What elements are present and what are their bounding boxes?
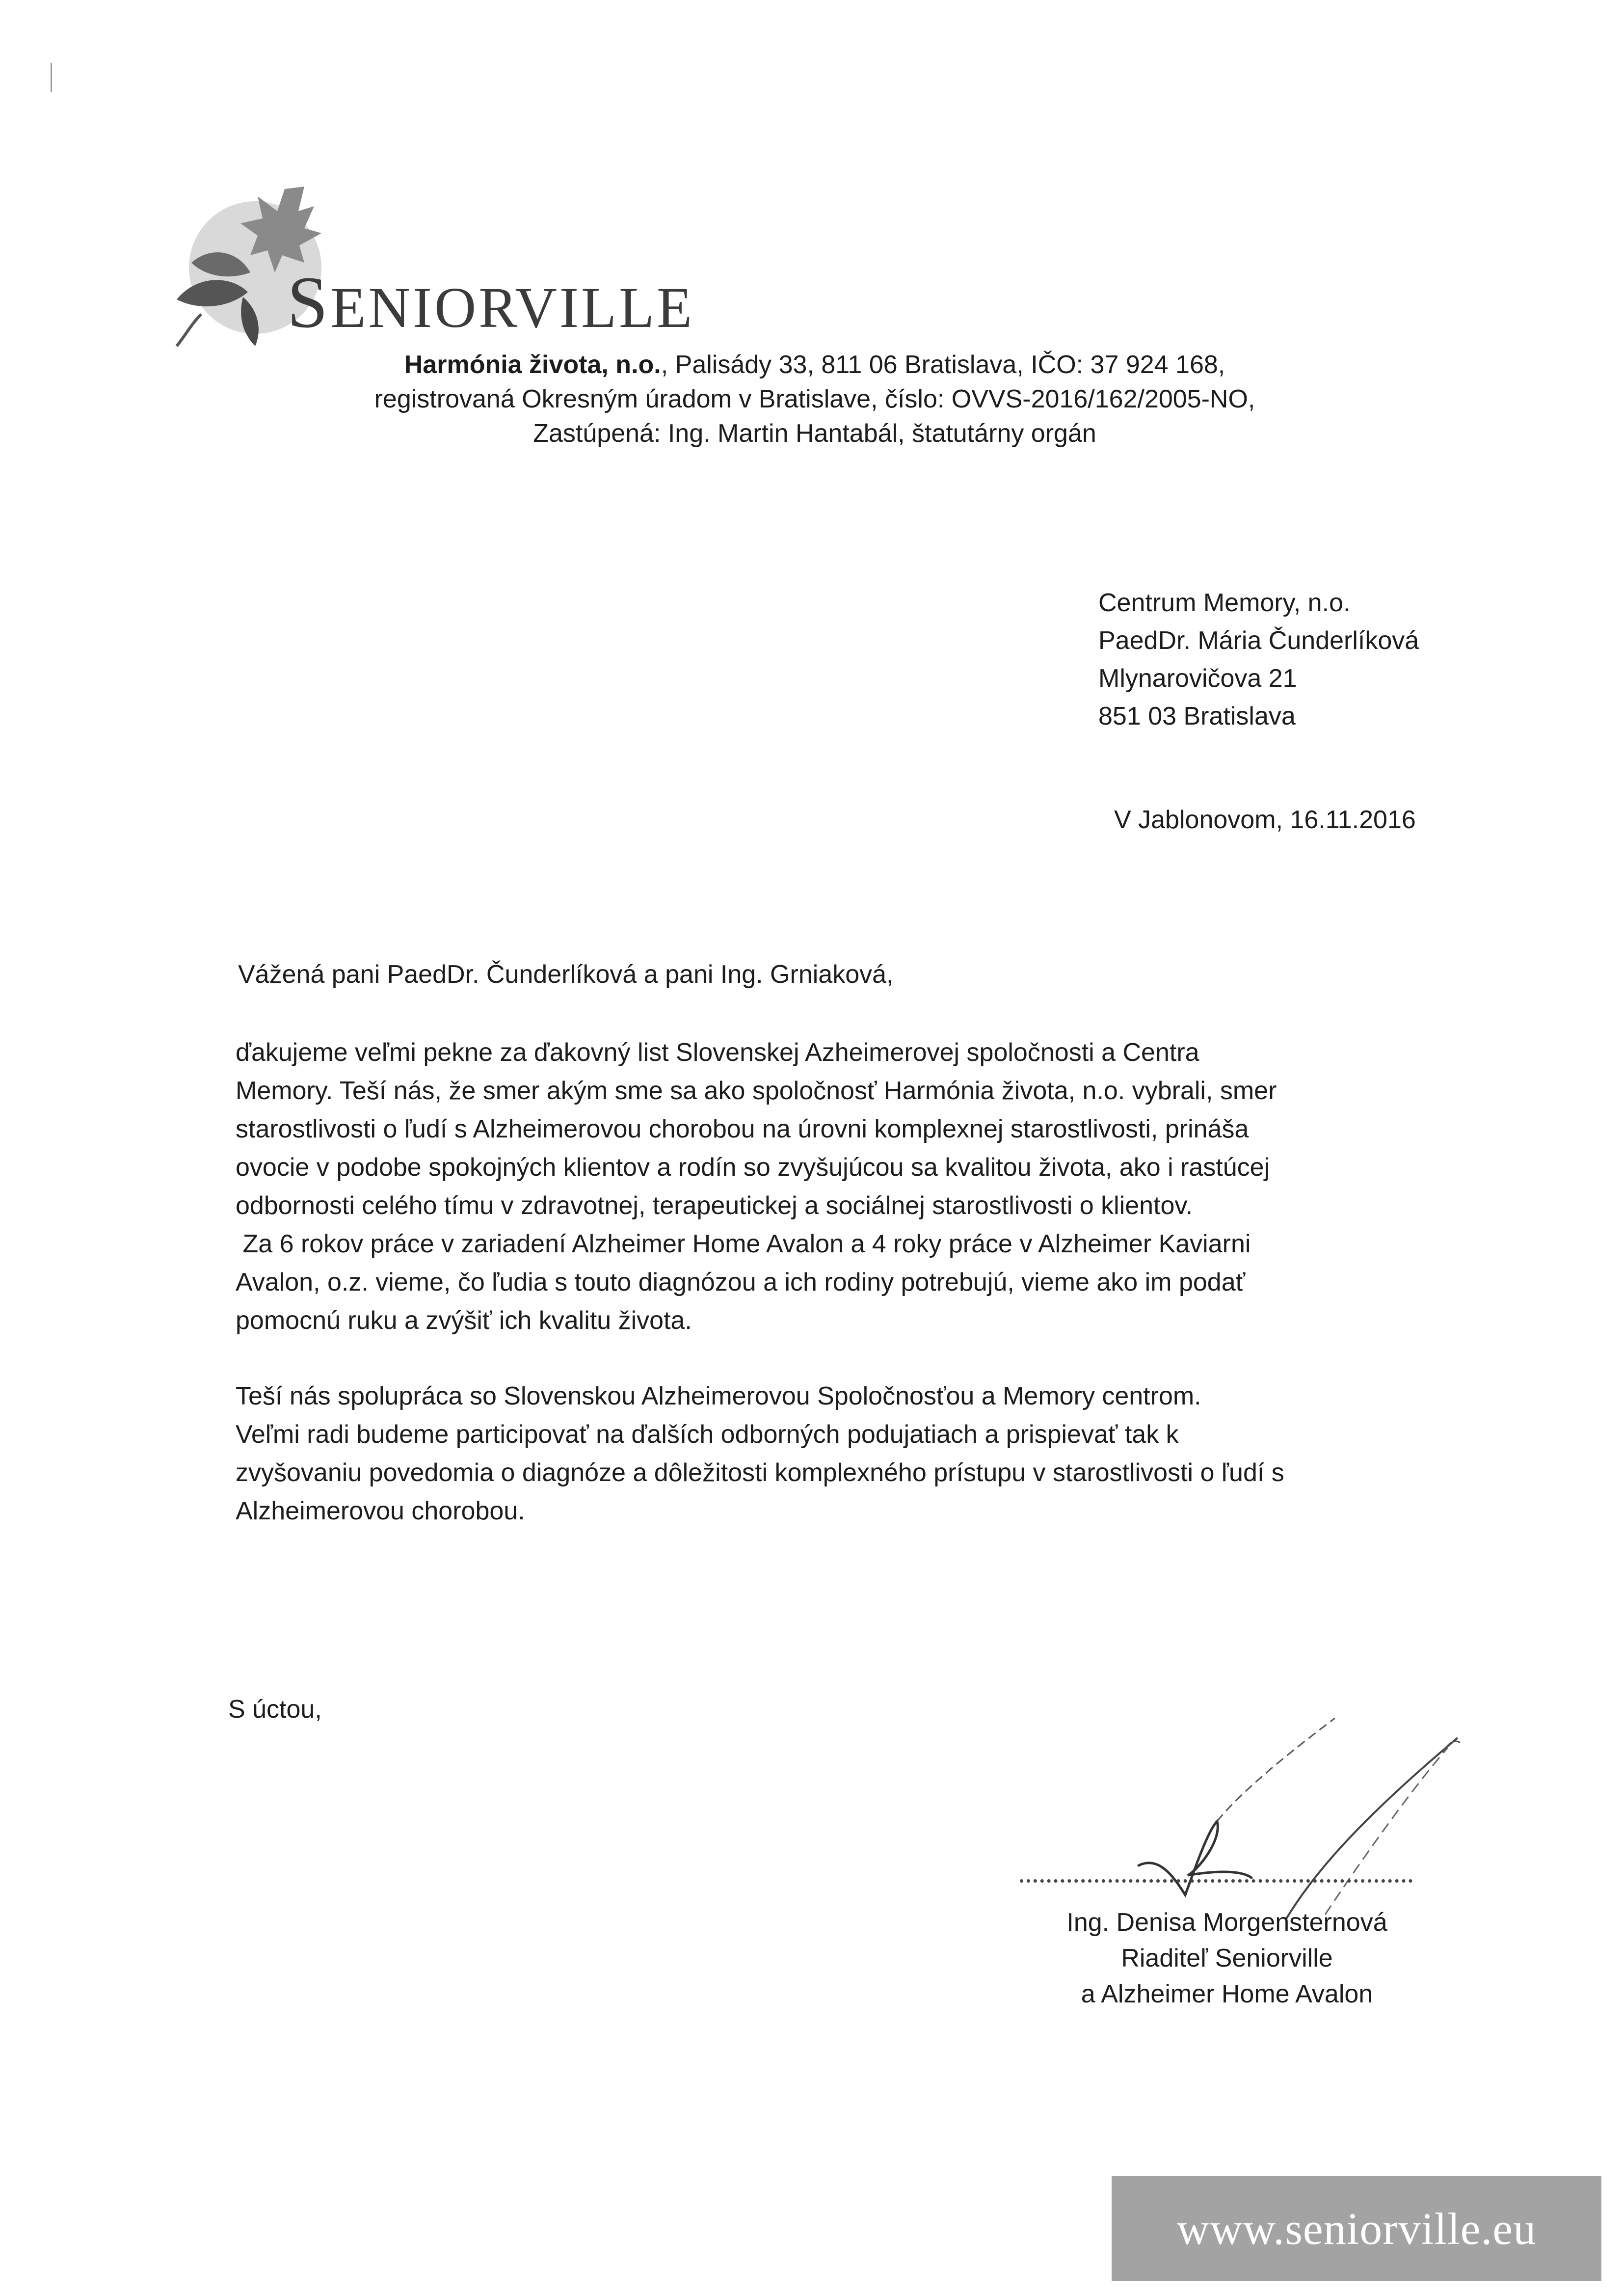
paragraph-line: odbornosti celého tímu v zdravotnej, terapeutickej a sociálnej starostlivosti o klientov. [236,1191,1193,1220]
body-paragraph-1 [236,1033,1277,1340]
footer-website: www.seniorville.eu [1176,2203,1537,2254]
paragraph-line: Memory. Teší nás, že smer akým sme sa ako spoločnosť Harmónia života, n.o. vybrali, smer [236,1077,1277,1105]
org-representative: Zastúpená: Ing. Martin Hantabál, štatutárny orgán [533,419,1096,448]
paragraph-line: ovocie v podobe spokojných klientov a rodín so zvyšujúcou sa kvalitou života, ako i rastúcej [236,1153,1270,1182]
body-paragraph-2 [236,1377,1284,1530]
letter-date: V Jablonovom, 16.11.2016 [1114,806,1416,834]
org-header [324,348,1305,451]
paragraph-line: pomocnú ruku a zvýšiť ich kvalitu života. [236,1306,692,1335]
scan-mark [51,63,52,92]
signature-line [1020,1879,1412,1883]
logo-rest-letters: ENIORVILLE [330,275,695,340]
recipient-address [1098,584,1419,735]
paragraph-line: zvyšovaniu povedomia o diagnóze a dôležitosti komplexného prístupu v starostlivosti o ľudí s [236,1459,1284,1487]
salutation: Vážená pani PaedDr. Čunderlíková a pani Ing. Grniaková, [238,960,894,989]
paragraph-line: ďakujeme veľmi pekne za ďakovný list Slovenskej Azheimerovej spoločnosti a Centra [236,1038,1199,1067]
paragraph-line: Avalon, o.z. vieme, čo ľudia s touto diagnózou a ich rodiny potrebujú, vieme ako im podať [236,1268,1246,1297]
logo-first-letter: S [287,262,331,343]
recipient-line: Centrum Memory, n.o. [1098,589,1351,617]
paragraph-line: Alzheimerovou chorobou. [236,1497,525,1525]
signer-title: Riaditeľ Seniorville [1121,1944,1333,1972]
logo-wordmark [287,260,694,345]
paragraph-line: Za 6 rokov práce v zariadení Alzheimer Home Avalon a 4 roky práce v Alzheimer Kaviarni [236,1230,1251,1258]
paragraph-line: Veľmi radi budeme participovať na ďalších odborných podujatiach a prispievať tak k [236,1420,1179,1449]
closing: S úctou, [228,1695,322,1724]
recipient-line: PaedDr. Mária Čunderlíková [1098,626,1419,655]
signer-organization: a Alzheimer Home Avalon [1081,1980,1373,2008]
handwritten-signature [1011,1708,1463,1924]
org-address: , Palisády 33, 811 06 Bratislava, IČO: 37 924 168, [661,351,1225,379]
signer-block [1036,1905,1418,2012]
paragraph-line: starostlivosti o ľudí s Alzheimerovou chorobou na úrovni komplexnej starostlivosti, prináša [236,1115,1249,1143]
signer-name: Ing. Denisa Morgensternová [1066,1908,1387,1937]
org-name: Harmónia života, n.o. [404,351,661,379]
paragraph-line: Teší nás spolupráca so Slovenskou Alzheimerovou Spoločnosťou a Memory centrom. [236,1382,1201,1410]
org-registration: registrovaná Okresným úradom v Bratislave, číslo: OVVS-2016/162/2005-NO, [374,385,1255,413]
recipient-line: 851 03 Bratislava [1098,702,1296,730]
recipient-line: Mlynarovičova 21 [1098,664,1297,693]
